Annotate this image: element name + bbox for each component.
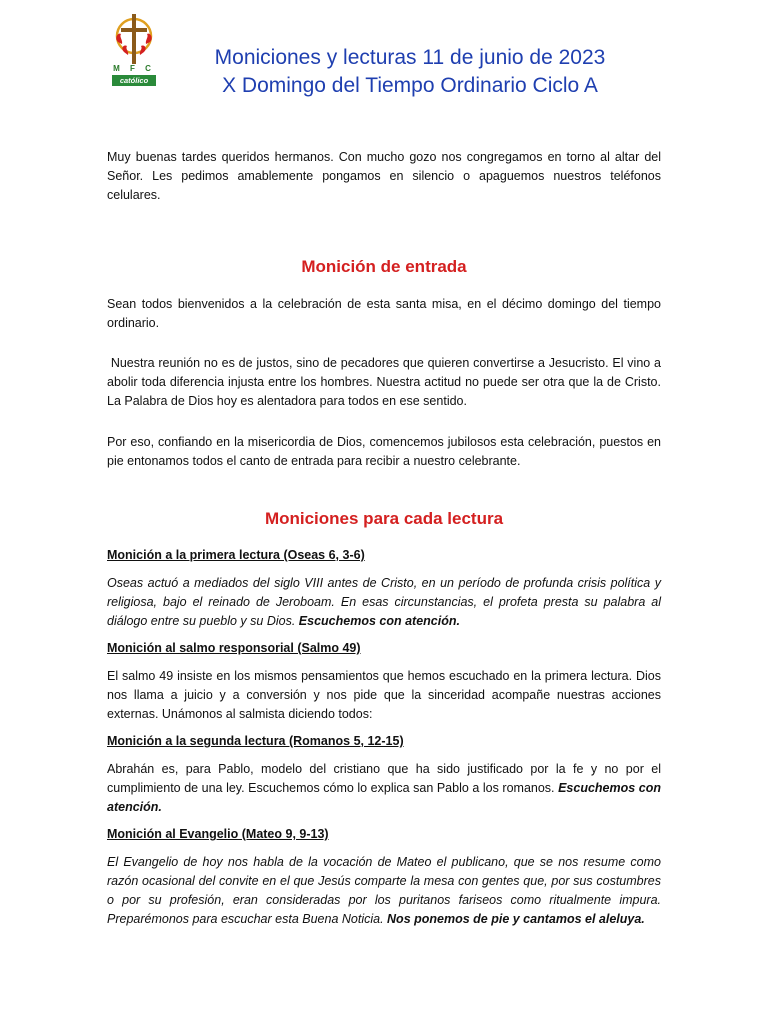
segunda-lectura-emphasis: Escuchemos con atención. <box>107 781 661 814</box>
segunda-lectura-text <box>107 760 661 817</box>
primera-lectura-body: Oseas actuó a mediados del siglo VIII antes de Cristo, en un período de profunda crisis política y religiosa, bajo el reinado de Jeroboam. En esas circunstancias, el profeta presta su palabra al diálogo entre su pueblo y su Dios. <box>107 576 661 628</box>
cross-flame-logo <box>104 12 164 98</box>
evangelio-body: El Evangelio de hoy nos habla de la vocación de Mateo el publicano, que se nos resume como razón ocasional del convite en el que Jesús comparte la mesa con gentes que, por sus costumbres o por su profesión, eran consideradas por los puritanos fariseos como ritualmente impura. Preparémonos para escuchar esta Buena Noticia. <box>107 855 661 926</box>
primera-lectura-emphasis: Escuchemos con atención. <box>298 614 460 628</box>
entrada-paragraph-1: Sean todos bienvenidos a la celebración de esta santa misa, en el décimo domingo del tiempo ordinario. <box>107 297 661 330</box>
entrada-paragraph-2: Nuestra reunión no es de justos, sino de pecadores que quieren convertirse a Jesucristo. El vino a abolir toda diferencia injusta entre los hombres. Nuestra actitud no puede ser otra que la de Cristo. La Palabra de Dios hoy es alentadora para todos en ese sentido. <box>107 356 665 408</box>
evangelio-text <box>107 853 661 929</box>
segunda-lectura-title: Monición a la segunda lectura (Romanos 5, 12-15) <box>107 734 404 748</box>
heading-monicion-entrada: Monición de entrada <box>301 257 467 276</box>
page-title <box>170 44 650 100</box>
title-line-1: Moniciones y lecturas 11 de junio de 2023 <box>214 46 606 69</box>
logo-catolico-text: católico <box>112 75 156 86</box>
intro-paragraph: Muy buenas tardes queridos hermanos. Con mucho gozo nos congregamos en torno al altar del Señor. Les pedimos amablemente pongamos en silencio o apaguemos nuestros teléfonos celulares. <box>107 150 661 202</box>
primera-lectura-title: Monición a la primera lectura (Oseas 6, 3-6) <box>107 548 365 562</box>
logo-mfc-text: M F C <box>113 64 155 73</box>
page-header <box>0 0 768 120</box>
segunda-lectura-body: Abrahán es, para Pablo, modelo del cristiano que ha sido justificado por la fe y no por el cumplimiento de una ley. Escuchemos cómo lo explica san Pablo a los romanos. <box>107 762 661 795</box>
evangelio-emphasis: Nos ponemos de pie y cantamos el aleluya. <box>387 912 645 926</box>
document-body <box>107 148 665 929</box>
salmo-text: El salmo 49 insiste en los mismos pensamientos que hemos escuchado en la primera lectura. Dios nos llama a juicio y a conversión y nos pide que la sinceridad acompañe nuestras acciones externas. Unámonos al salmista diciendo todos: <box>107 669 661 721</box>
primera-lectura-text <box>107 574 661 631</box>
entrada-paragraph-3: Por eso, confiando en la misericordia de Dios, comencemos jubilosos esta celebración, puestos en pie entonamos todos el canto de entrada para recibir a nuestro celebrante. <box>107 435 661 468</box>
evangelio-title: Monición al Evangelio (Mateo 9, 9-13) <box>107 827 329 841</box>
title-line-2: X Domingo del Tiempo Ordinario Ciclo A <box>222 74 598 97</box>
heading-moniciones-lecturas: Moniciones para cada lectura <box>264 509 504 528</box>
salmo-title: Monición al salmo responsorial (Salmo 49) <box>107 641 361 655</box>
